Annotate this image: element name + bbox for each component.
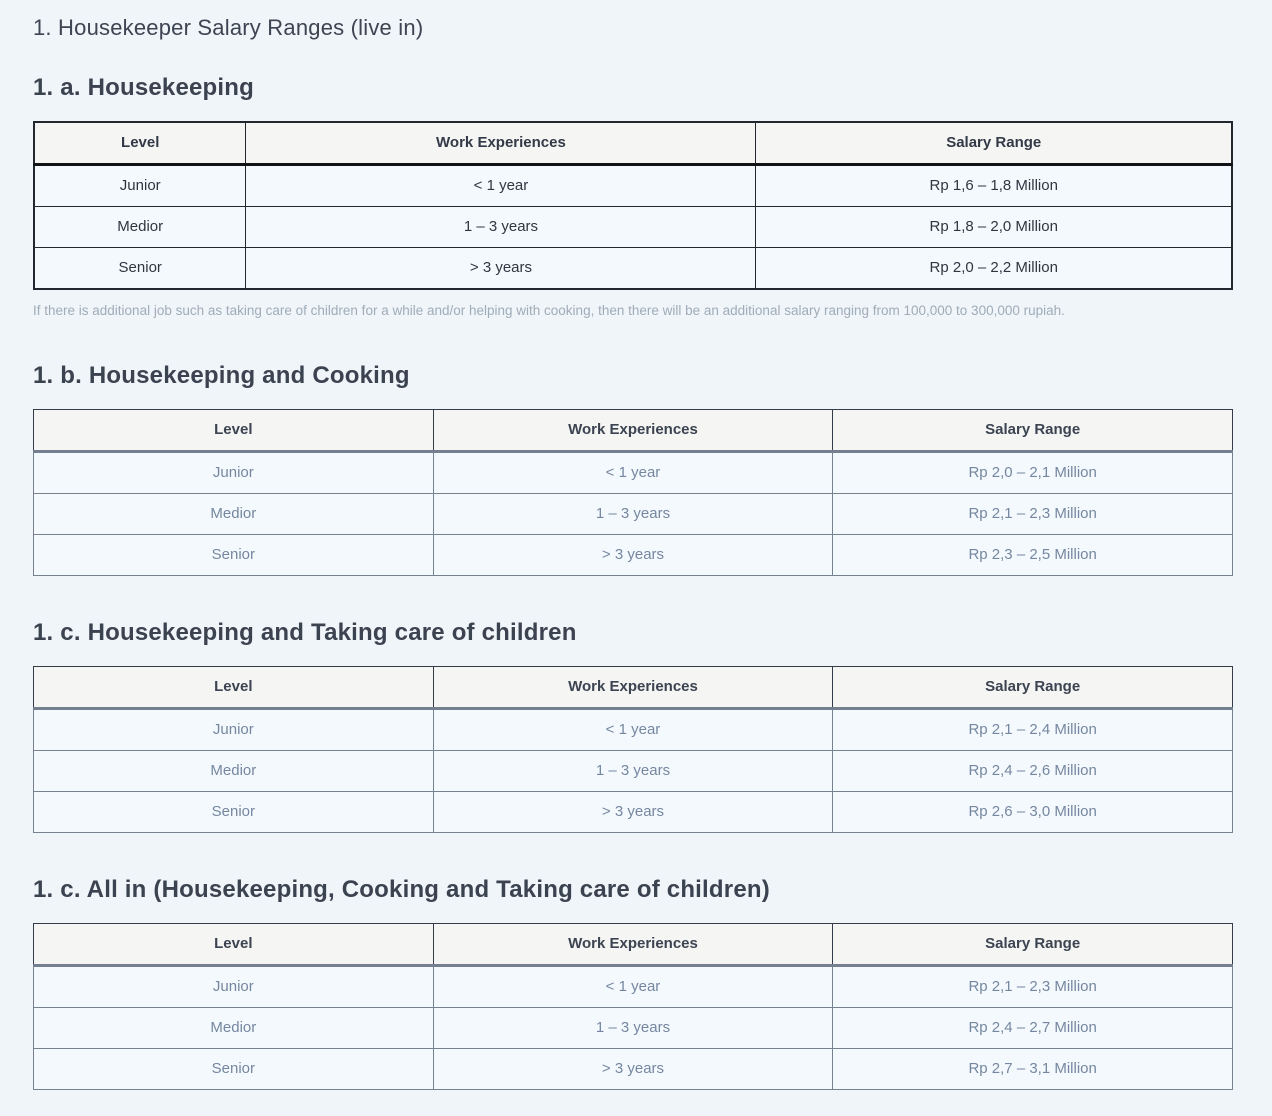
cell-level: Junior (34, 966, 434, 1008)
table-row (34, 792, 1233, 833)
cell-salary-range: Rp 2,7 – 3,1 Million (833, 1049, 1233, 1090)
page-title: 1. Housekeeper Salary Ranges (live in) (33, 15, 424, 40)
table-row (34, 751, 1233, 792)
table-row (34, 452, 1233, 494)
table-header-row (34, 122, 1232, 165)
cell-work-experience: < 1 year (433, 966, 833, 1008)
section-heading-all-in: 1. c. All in (Housekeeping, Cooking and Taking care of children) (33, 876, 770, 903)
column-header-level: Level (34, 924, 434, 966)
table-header-row (34, 410, 1233, 452)
cell-work-experience: < 1 year (433, 709, 833, 751)
cell-level: Medior (34, 207, 246, 248)
cell-salary-range: Rp 1,8 – 2,0 Million (756, 207, 1232, 248)
cell-work-experience: < 1 year (246, 165, 756, 207)
cell-salary-range: Rp 2,1 – 2,4 Million (833, 709, 1233, 751)
salary-table-housekeeping-children (33, 666, 1233, 833)
cell-work-experience: 1 – 3 years (433, 494, 833, 535)
cell-work-experience: 1 – 3 years (246, 207, 756, 248)
cell-level: Senior (34, 535, 434, 576)
cell-salary-range: Rp 2,1 – 2,3 Million (833, 494, 1233, 535)
table-row (34, 535, 1233, 576)
cell-salary-range: Rp 2,4 – 2,7 Million (833, 1008, 1233, 1049)
cell-work-experience: > 3 years (433, 792, 833, 833)
salary-table-housekeeping (33, 121, 1233, 290)
salary-table-all-in (33, 923, 1233, 1090)
cell-work-experience: 1 – 3 years (433, 751, 833, 792)
column-header-salary-range: Salary Range (833, 410, 1233, 452)
cell-work-experience: 1 – 3 years (433, 1008, 833, 1049)
cell-level: Junior (34, 165, 246, 207)
cell-level: Junior (34, 452, 434, 494)
cell-salary-range: Rp 2,1 – 2,3 Million (833, 966, 1233, 1008)
cell-level: Medior (34, 751, 434, 792)
cell-level: Senior (34, 792, 434, 833)
table-header-row (34, 667, 1233, 709)
additional-salary-note: If there is additional job such as taking care of children for a while and/or helping with cooking, then there will be an additional salary ranging from 100,000 to 300,000 rupiah. (33, 303, 1065, 318)
table-row (34, 248, 1232, 290)
cell-salary-range: Rp 2,0 – 2,2 Million (756, 248, 1232, 290)
table-row (34, 494, 1233, 535)
column-header-level: Level (34, 410, 434, 452)
column-header-salary-range: Salary Range (833, 924, 1233, 966)
section-heading-housekeeping: 1. a. Housekeeping (33, 74, 255, 101)
column-header-level: Level (34, 667, 434, 709)
table-row (34, 1008, 1233, 1049)
table-row (34, 165, 1232, 207)
cell-salary-range: Rp 2,0 – 2,1 Million (833, 452, 1233, 494)
cell-level: Senior (34, 1049, 434, 1090)
cell-level: Medior (34, 494, 434, 535)
table-header-row (34, 924, 1233, 966)
cell-work-experience: > 3 years (246, 248, 756, 290)
column-header-work-experiences: Work Experiences (246, 122, 756, 165)
table-row (34, 709, 1233, 751)
column-header-salary-range: Salary Range (833, 667, 1233, 709)
cell-level: Medior (34, 1008, 434, 1049)
cell-level: Senior (34, 248, 246, 290)
section-heading-housekeeping-cooking: 1. b. Housekeeping and Cooking (33, 362, 410, 389)
column-header-work-experiences: Work Experiences (433, 667, 833, 709)
cell-work-experience: > 3 years (433, 1049, 833, 1090)
column-header-level: Level (34, 122, 246, 165)
section-heading-housekeeping-children: 1. c. Housekeeping and Taking care of children (33, 619, 577, 646)
cell-work-experience: > 3 years (433, 535, 833, 576)
salary-table-housekeeping-cooking (33, 409, 1233, 576)
table-row (34, 966, 1233, 1008)
cell-level: Junior (34, 709, 434, 751)
cell-salary-range: Rp 2,3 – 2,5 Million (833, 535, 1233, 576)
cell-salary-range: Rp 2,4 – 2,6 Million (833, 751, 1233, 792)
cell-work-experience: < 1 year (433, 452, 833, 494)
column-header-salary-range: Salary Range (756, 122, 1232, 165)
column-header-work-experiences: Work Experiences (433, 924, 833, 966)
table-row (34, 207, 1232, 248)
table-row (34, 1049, 1233, 1090)
cell-salary-range: Rp 2,6 – 3,0 Million (833, 792, 1233, 833)
cell-salary-range: Rp 1,6 – 1,8 Million (756, 165, 1232, 207)
column-header-work-experiences: Work Experiences (433, 410, 833, 452)
